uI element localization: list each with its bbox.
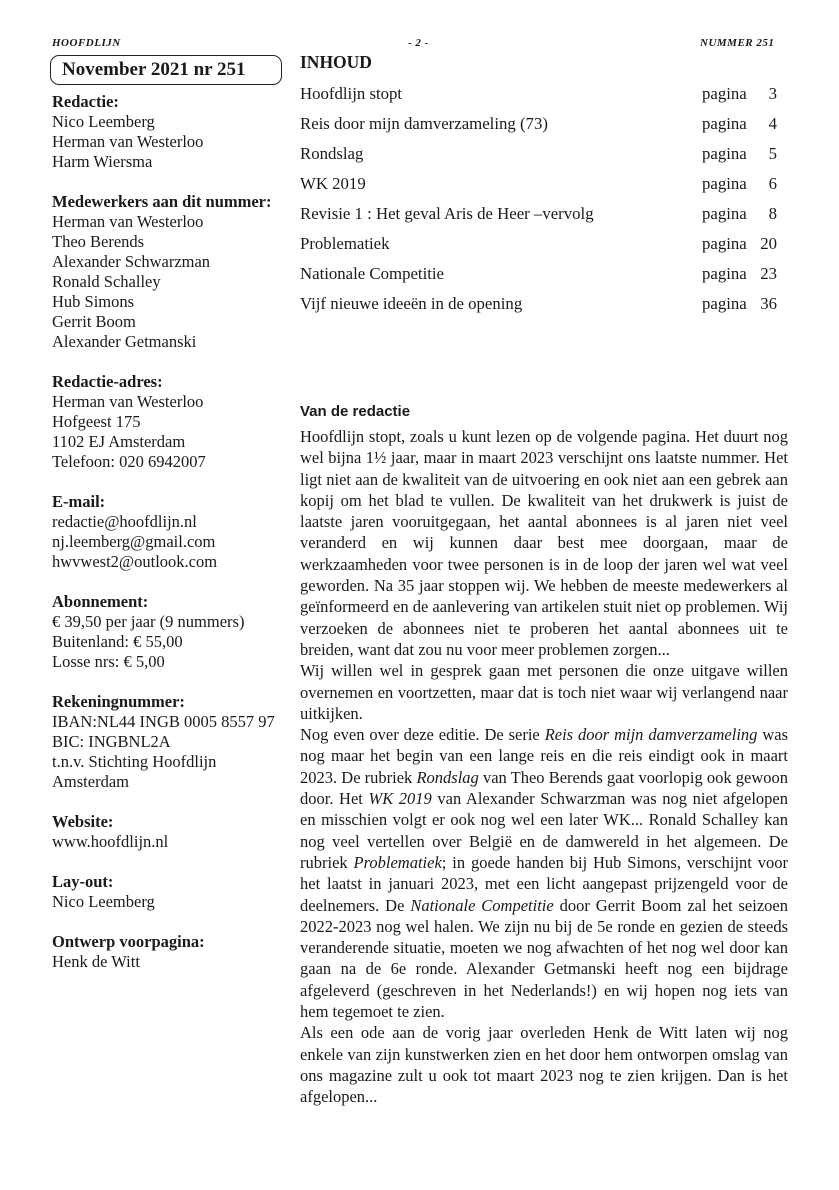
text-run: Nog even over deze editie. De serie (300, 725, 545, 745)
colophon-line: Buitenland: € 55,00 (52, 632, 183, 651)
colophon-line: Hub Simons (52, 292, 135, 311)
editorial-heading: Van de redactie (300, 403, 411, 420)
toc-entry-title: WK 2019 (300, 174, 366, 193)
toc-page-word: pagina (702, 234, 747, 253)
colophon-line: IBAN:NL44 INGB 0005 8557 97 (52, 712, 275, 731)
colophon-section (52, 932, 287, 972)
colophon-heading: Ontwerp voorpagina: (52, 932, 205, 951)
toc-entry-title: Problematiek (300, 234, 390, 253)
running-header-title: HOOFDLIJN (52, 37, 121, 49)
colophon-line: Losse nrs: € 5,00 (52, 652, 165, 671)
colophon-section (52, 92, 287, 172)
editorial-paragraph (300, 724, 788, 1022)
toc-entry-title: Hoofdlijn stopt (300, 84, 403, 103)
toc-page-number: 20 (760, 234, 777, 253)
editorial-paragraph (300, 426, 788, 660)
text-run: door Gerrit Boom zal het seizoen 2022-2023 nog wel halen. We zijn nu bij de 5e ronde en gezien de steeds veranderende situatie, moeten we nog afwachten of het nog wel door kan gaan na de 6e ronde. Alexander Getmanski heeft nog een bijdrage afgeleverd (geschreven in het Nederlands!) en wij hopen nog iets van hem tegemoet te zien. (300, 895, 788, 1022)
colophon-line: Henk de Witt (52, 952, 140, 971)
text-run: Hoofdlijn stopt, zoals u kunt lezen op de volgende pagina. Het duurt nog wel bijna 1½ jaar, maar in maart 2023 verschijnt ons laatste nummer. Het ligt niet aan de kwaliteit van de uitvoering en ook niet aan een gebrek aan kopij om het blad te vullen. De kwaliteit van het drukwerk is juist de laatste jaren vooruitgegaan, het aantal abonnees is al jaren niet veel veranderd en wij kunnen daar best mee doorgaan, maar de werkzaamheden voor twee personen is in de loop der jaren wel wat veel geworden. Na 35 jaar stoppen wij. We hebben de meeste medewerkers al geïnformeerd en de aanlevering van artikelen stuit niet op problemen. Wij verzoeken de abonnees niet te proberen het aantal abonnees uit te breiden, want dat zou nu voor meer problemen zorgen... (300, 427, 788, 659)
colophon-line: Hofgeest 175 (52, 412, 141, 431)
toc-row (300, 140, 780, 170)
colophon-line: Herman van Westerloo (52, 132, 204, 151)
colophon-line: nj.leemberg@gmail.com (52, 532, 216, 551)
colophon-line: Alexander Getmanski (52, 332, 197, 351)
toc-page-number: 36 (760, 294, 777, 313)
colophon-line: Theo Berends (52, 232, 145, 251)
text-run: van Theo Berends gaat voorlopig ook gewoon door. Het (300, 767, 788, 809)
colophon-line: Telefoon: 020 6942007 (52, 452, 206, 471)
toc-page-number: 23 (760, 264, 777, 283)
italic-title-run: Problematiek (353, 852, 442, 872)
page-number: - 2 - (408, 37, 429, 49)
colophon-line: Harm Wiersma (52, 152, 153, 171)
toc-page-number: 6 (768, 174, 777, 193)
toc-page-number: 8 (768, 204, 777, 223)
table-of-contents (300, 80, 780, 320)
issue-number-header: NUMMER 251 (700, 37, 775, 49)
toc-row (300, 110, 780, 140)
text-run: van Alexander Schwarzman was nog niet afgelopen en misschien volgt er ook nog wel een later WK... Ronald Schalley kan nog veel vertellen over België en de damwereld in het algemeen. De rubriek (300, 789, 788, 872)
italic-title-run: Rondslag (416, 767, 479, 787)
colophon-line: € 39,50 per jaar (9 nummers) (52, 612, 245, 631)
text-run: Wij willen wel in gesprek gaan met personen die onze uitgave willen overnemen en voortzetten, maar dat is toch niet waar wij verlangend naar uitkijken. (300, 661, 788, 723)
toc-entry-title: Reis door mijn damverzameling (73) (300, 114, 548, 133)
toc-page-number: 5 (768, 144, 777, 163)
colophon-line: 1102 EJ Amsterdam (52, 432, 186, 451)
colophon-heading: Redactie: (52, 92, 119, 111)
text-run: was nog maar het begin van een lange reis en die reis eindigt ook in maart 2023. De rubriek (300, 725, 788, 787)
toc-title: INHOUD (300, 52, 372, 72)
colophon-line: BIC: INGBNL2A (52, 732, 171, 751)
toc-row (300, 80, 780, 110)
editorial-paragraph (300, 660, 788, 724)
italic-title-run: Nationale Competitie (410, 895, 554, 915)
toc-page-word: pagina (702, 174, 747, 193)
toc-page-word: pagina (702, 204, 747, 223)
toc-row (300, 170, 780, 200)
toc-page-word: pagina (702, 114, 747, 133)
colophon-section (52, 192, 287, 352)
issue-date-box: November 2021 nr 251 (50, 55, 282, 85)
toc-page-word: pagina (702, 264, 747, 283)
toc-entry-title: Revisie 1 : Het geval Aris de Heer –vervolg (300, 204, 594, 223)
toc-row (300, 230, 780, 260)
editorial-paragraph (300, 1022, 788, 1107)
toc-page-word: pagina (702, 84, 747, 103)
colophon-heading: Abonnement: (52, 592, 149, 611)
colophon-line: hwvwest2@outlook.com (52, 552, 218, 571)
toc-page-number: 4 (768, 114, 777, 133)
colophon-line: t.n.v. Stichting Hoofdlijn (52, 752, 217, 771)
toc-entry-title: Nationale Competitie (300, 264, 445, 283)
toc-row (300, 260, 780, 290)
toc-row (300, 200, 780, 230)
toc-page-word: pagina (702, 144, 747, 163)
colophon-line: Nico Leemberg (52, 112, 155, 131)
colophon-heading: Medewerkers aan dit nummer: (52, 192, 272, 211)
colophon-line: www.hoofdlijn.nl (52, 832, 169, 851)
editorial-body (300, 426, 788, 1108)
italic-title-run: WK 2019 (368, 789, 432, 809)
colophon-section (52, 872, 287, 912)
colophon-heading: Lay-out: (52, 872, 114, 891)
toc-row (300, 290, 780, 320)
colophon-line: redactie@hoofdlijn.nl (52, 512, 197, 531)
colophon-heading: Website: (52, 812, 114, 831)
colophon-line: Ronald Schalley (52, 272, 161, 291)
colophon-section (52, 812, 287, 852)
colophon-line: Nico Leemberg (52, 892, 155, 911)
colophon-section (52, 492, 287, 572)
colophon-heading: Redactie-adres: (52, 372, 163, 391)
toc-entry-title: Rondslag (300, 144, 364, 163)
toc-entry-title: Vijf nieuwe ideeën in de opening (300, 294, 523, 313)
text-run: ; in goede handen bij Hub Simons, verschijnt voor het laatst in januari 2023, met een licht aangepast prijzengeld voor de deelnemers. De (300, 852, 788, 915)
colophon-heading: Rekeningnummer: (52, 692, 185, 711)
colophon-section (52, 692, 287, 792)
colophon-sidebar (52, 92, 287, 992)
colophon-section (52, 592, 287, 672)
colophon-line: Amsterdam (52, 772, 129, 791)
colophon-line: Herman van Westerloo (52, 212, 204, 231)
colophon-line: Herman van Westerloo (52, 392, 204, 411)
italic-title-run: Reis door mijn damverzameling (544, 725, 758, 745)
colophon-heading: E-mail: (52, 492, 106, 511)
text-run: Als een ode aan de vorig jaar overleden Henk de Witt laten wij nog enkele van zijn kunstwerken zien en het door hem ontworpen omslag van ons magazine zult u ook tot maart 2023 nog te zien krijgen. Dan is het afgelopen... (300, 1023, 788, 1107)
toc-page-number: 3 (768, 84, 777, 103)
colophon-line: Alexander Schwarzman (52, 252, 211, 271)
toc-page-word: pagina (702, 294, 747, 313)
colophon-line: Gerrit Boom (52, 312, 136, 331)
colophon-section (52, 372, 287, 472)
